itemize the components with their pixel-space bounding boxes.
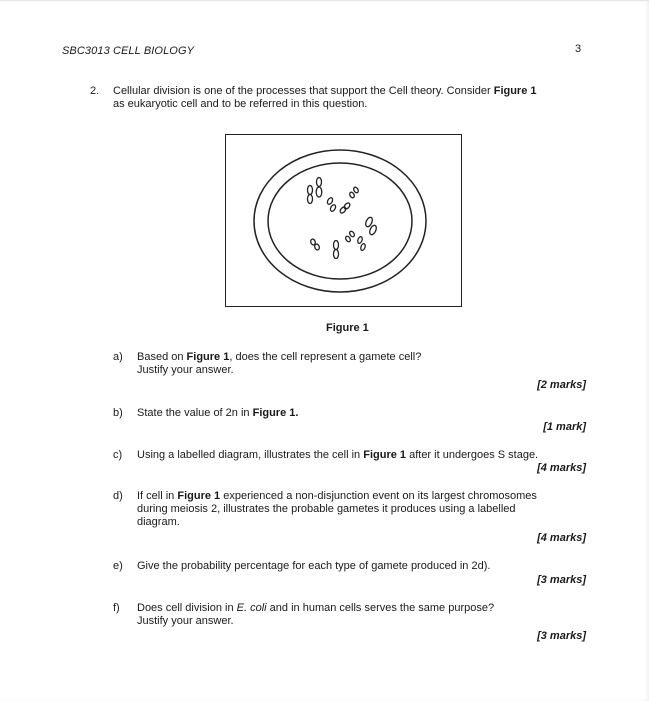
part-c-figure-ref: Figure 1 xyxy=(363,449,407,461)
part-c-text-2: after it undergoes S stage. xyxy=(406,449,539,461)
part-b-label: b) xyxy=(113,407,123,419)
intro-figure-ref: Figure 1 xyxy=(493,85,537,97)
part-d-text xyxy=(137,490,587,529)
chromosomes xyxy=(308,178,378,259)
chromosome xyxy=(308,186,313,204)
chromosome xyxy=(364,216,377,235)
part-c-text-1: Using a labelled diagram, illustrates the cell in xyxy=(137,449,364,461)
intro-text-b: as eukaryotic cell and to be referred in this question. xyxy=(113,98,368,110)
question-number: 2. xyxy=(90,85,100,97)
part-f-marks: [3 marks] xyxy=(537,630,586,642)
part-b-text-1: State the value of 2n in xyxy=(137,407,253,419)
part-f-text-1: Does cell division in xyxy=(137,602,237,614)
part-f-text-2: and in human cells serves the same purpose? xyxy=(266,602,495,614)
part-a-text-2: , does the cell represent a gamete cell? xyxy=(229,351,422,363)
chromosome xyxy=(357,236,366,251)
page-number: 3 xyxy=(575,43,582,55)
chromosome xyxy=(326,197,336,212)
part-e-label: e) xyxy=(113,560,123,572)
figure-1-caption: Figure 1 xyxy=(326,322,369,334)
part-d-figure-ref: Figure 1 xyxy=(177,490,221,502)
part-a-text-1: Based on xyxy=(137,351,187,363)
part-d-text-2: experienced a non-disjunction event on its largest chromosomes xyxy=(220,490,537,502)
part-d-marks: [4 marks] xyxy=(537,532,586,544)
nuclear-envelope xyxy=(268,163,412,279)
part-b-marks: [1 mark] xyxy=(543,421,586,433)
course-header: SBC3013 CELL BIOLOGY xyxy=(62,45,195,57)
chromosome xyxy=(316,178,322,198)
part-b-figure-ref: Figure 1. xyxy=(252,407,299,419)
chromosome xyxy=(334,241,339,259)
cell-illustration xyxy=(226,135,460,305)
part-c-marks: [4 marks] xyxy=(537,462,586,474)
part-b-text xyxy=(137,407,577,420)
part-d-text-4: diagram. xyxy=(137,516,180,528)
chromosome xyxy=(310,238,320,250)
part-e-text: Give the probability percentage for each type of gamete produced in 2d). xyxy=(137,560,491,572)
part-f-text xyxy=(137,602,577,628)
part-f-italic-term: E. coli xyxy=(236,602,267,614)
part-c-text xyxy=(137,449,587,462)
part-a-text-3: Justify your answer. xyxy=(137,364,234,376)
part-f-label: f) xyxy=(113,602,120,614)
part-c-label: c) xyxy=(113,449,123,461)
part-d-label: d) xyxy=(113,490,123,502)
part-d-text-3: during meiosis 2, illustrates the probable gametes it produces using a labelled xyxy=(137,503,516,515)
part-a-text xyxy=(137,351,577,377)
question-intro xyxy=(113,85,591,111)
chromosome xyxy=(349,186,359,198)
part-a-figure-ref: Figure 1 xyxy=(186,351,230,363)
part-f-text-3: Justify your answer. xyxy=(137,615,234,627)
intro-text-a: Cellular division is one of the processes that support the Cell theory. Consider xyxy=(113,85,494,97)
part-a-label: a) xyxy=(113,351,123,363)
part-e-marks: [3 marks] xyxy=(537,574,586,586)
cell-membrane xyxy=(254,150,426,292)
part-a-marks: [2 marks] xyxy=(537,379,586,391)
figure-1-frame xyxy=(225,134,462,307)
part-d-text-1: If cell in xyxy=(137,490,178,502)
chromosome xyxy=(345,230,356,242)
chromosome xyxy=(339,202,351,214)
